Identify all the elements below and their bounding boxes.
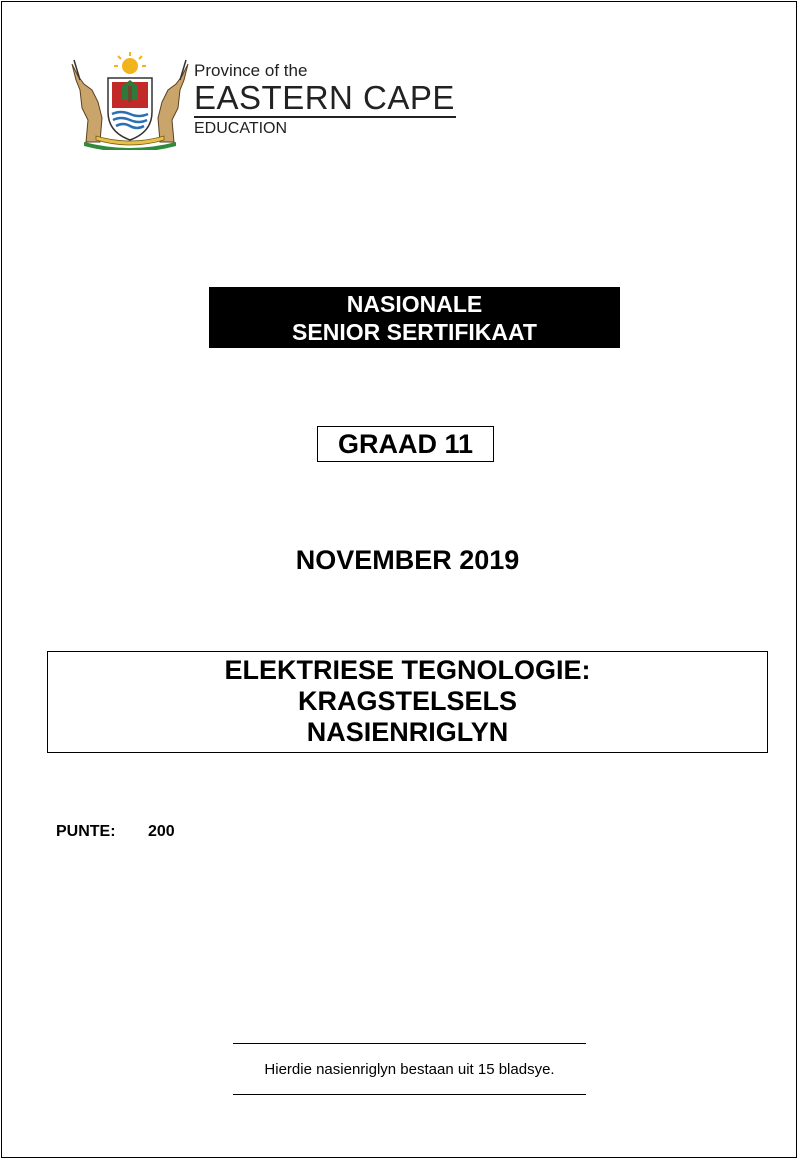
footer-divider-top (233, 1043, 586, 1044)
banner-line-1: NASIONALE (346, 291, 483, 317)
page-border (1, 1, 797, 1158)
page-count-note: Hierdie nasienriglyn bestaan uit 15 bladsye. (264, 1061, 555, 1078)
coat-of-arms-icon (66, 50, 194, 150)
subject-line-2: KRAGSTELSELS (297, 686, 518, 716)
grade-box: GRAAD 11 (317, 426, 494, 462)
marks-value: 200 (148, 823, 175, 840)
marks (56, 823, 175, 841)
subject-line-3: NASIENRIGLYN (306, 717, 509, 747)
certificate-banner (209, 287, 620, 348)
marks-label: PUNTE: (56, 823, 116, 840)
logo-eastern-cape-text: EASTERN CAPE (194, 79, 455, 116)
subject-box (47, 651, 768, 753)
footer-divider-bottom (233, 1094, 586, 1095)
logo-education-text: EDUCATION (194, 120, 288, 137)
logo-province-text: Province of the (194, 61, 308, 80)
exam-date: NOVEMBER 2019 (295, 545, 520, 575)
subject-line-1: ELEKTRIESE TEGNOLOGIE: (224, 655, 591, 685)
banner-line-2: SENIOR SERTIFIKAAT (292, 319, 537, 345)
logo-wordmark (194, 60, 456, 140)
